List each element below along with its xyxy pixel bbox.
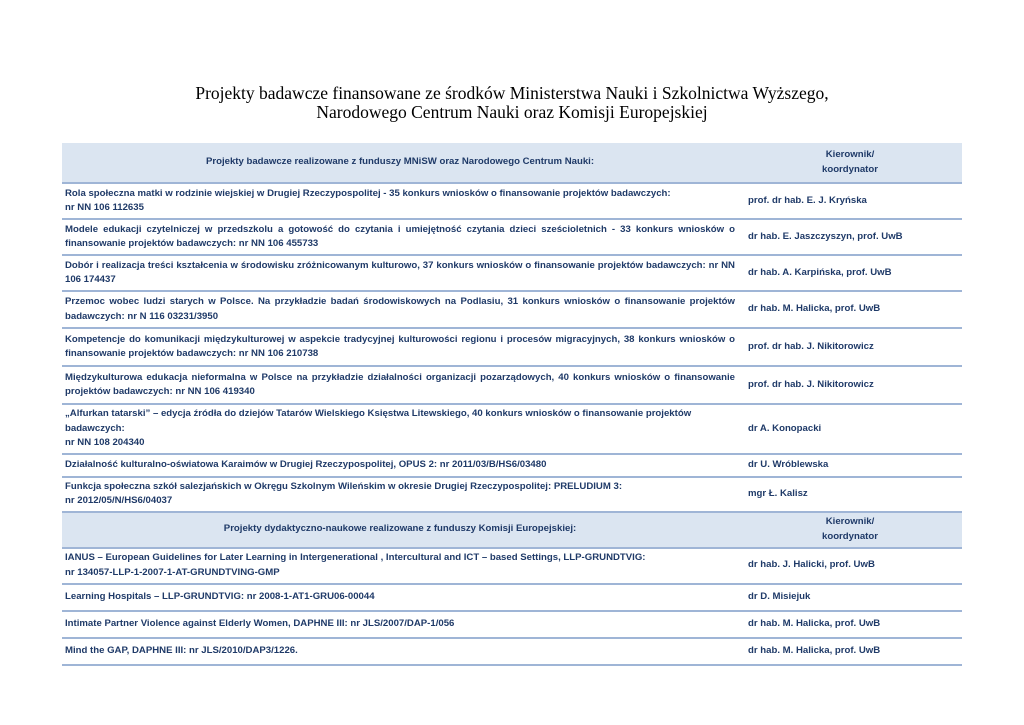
table-row <box>62 584 962 611</box>
project-lead: prof. dr hab. E. J. Kryńska <box>738 183 962 219</box>
table-row <box>62 404 962 454</box>
project-lead: dr hab. J. Halicki, prof. UwB <box>738 548 962 584</box>
title-line-1: Projekty badawcze finansowane ze środków Ministerstwa Nauki i Szkolnictwa Wyższego, <box>195 83 829 103</box>
project-lead: mgr Ł. Kalisz <box>738 477 962 512</box>
project-description: Działalność kulturalno-oświatowa Karaimów w Drugiej Rzeczypospolitej, OPUS 2: nr 2011/03/B/HS6/03480 <box>62 454 738 477</box>
table-row <box>62 219 962 255</box>
project-description: Przemoc wobec ludzi starych w Polsce. Na przykładzie badań środowiskowych na Podlasiu, 31 konkurs wniosków o finansowanie projektów badawczych: nr N 116 03231/3950 <box>62 291 738 328</box>
section2-lead-header: Kierownik/ koordynator <box>738 512 962 548</box>
table-row <box>62 611 962 638</box>
table-row <box>62 291 962 328</box>
project-lead: dr hab. E. Jaszczyszyn, prof. UwB <box>738 219 962 255</box>
project-description: Rola społeczna matki w rodzinie wiejskiej w Drugiej Rzeczypospolitej - 35 konkurs wniosków o finansowanie projektów badawczych: nr NN 106 112635 <box>62 183 738 219</box>
section1-header-row <box>62 143 962 183</box>
project-lead: prof. dr hab. J. Nikitorowicz <box>738 366 962 404</box>
project-lead: dr hab. A. Karpińska, prof. UwB <box>738 255 962 291</box>
table-row <box>62 255 962 291</box>
table-row <box>62 328 962 366</box>
project-lead: dr hab. M. Halicka, prof. UwB <box>738 611 962 638</box>
table-row <box>62 454 962 477</box>
project-description: „Alfurkan tatarski” – edycja źródła do dziejów Tatarów Wielskiego Księstwa Litewskiego, 40 konkurs wniosków o finansowanie projektów badawczych: nr NN 108 204340 <box>62 404 738 454</box>
project-lead: dr D. Misiejuk <box>738 584 962 611</box>
project-description: IANUS – European Guidelines for Later Learning in Intergenerational , Intercultural and ICT – based Settings, LLP-GRUNDTVIG: nr 134057-LLP-1-2007-1-AT-GRUNDTVING-GMP <box>62 548 738 584</box>
table-row <box>62 638 962 665</box>
section2-header: Projekty dydaktyczno-naukowe realizowane z funduszy Komisji Europejskiej: <box>62 512 738 548</box>
section1-lead-header: Kierownik/ koordynator <box>738 143 962 183</box>
section1-header: Projekty badawcze realizowane z funduszy MNiSW oraz Narodowego Centrum Nauki: <box>62 143 738 183</box>
table-row <box>62 477 962 512</box>
project-description: Dobór i realizacja treści kształcenia w środowisku zróżnicowanym kulturowo, 37 konkurs wniosków o finansowanie projektów badawczych: nr NN 106 174437 <box>62 255 738 291</box>
project-description: Learning Hospitals – LLP-GRUNDTVIG: nr 2008-1-AT1-GRU06-00044 <box>62 584 738 611</box>
table-row <box>62 366 962 404</box>
section2-header-row <box>62 512 962 548</box>
project-lead: dr hab. M. Halicka, prof. UwB <box>738 291 962 328</box>
title-line-2: Narodowego Centrum Nauki oraz Komisji Europejskiej <box>316 102 708 122</box>
project-description: Międzykulturowa edukacja nieformalna w Polsce na przykładzie działalności organizacji pozarządowych, 40 konkurs wniosków o finansowanie projektów badawczych: nr NN 106 419340 <box>62 366 738 404</box>
project-description: Funkcja społeczna szkół salezjańskich w Okręgu Szkolnym Wileńskim w okresie Drugiej Rzeczypospolitej: PRELUDIUM 3: nr 2012/05/N/HS6/04037 <box>62 477 738 512</box>
table-row <box>62 548 962 584</box>
project-lead: dr hab. M. Halicka, prof. UwB <box>738 638 962 665</box>
projects-table <box>62 143 962 666</box>
project-description: Mind the GAP, DAPHNE III: nr JLS/2010/DAP3/1226. <box>62 638 738 665</box>
project-description: Kompetencje do komunikacji międzykulturowej w aspekcie tradycyjnej kulturowości regionu i procesów migracyjnych, 38 konkurs wniosków o finansowanie projektów badawczych: nr NN 106 210738 <box>62 328 738 366</box>
project-lead: dr U. Wróblewska <box>738 454 962 477</box>
project-lead: prof. dr hab. J. Nikitorowicz <box>738 328 962 366</box>
project-description: Modele edukacji czytelniczej w przedszkolu a gotowość do czytania i umiejętność czytania dzieci sześcioletnich - 33 konkurs wniosków o finansowanie projektów badawczych: nr NN 106 455733 <box>62 219 738 255</box>
project-description: Intimate Partner Violence against Elderly Women, DAPHNE III: nr JLS/2007/DAP-1/056 <box>62 611 738 638</box>
page-title <box>0 84 1024 122</box>
table-row <box>62 183 962 219</box>
project-lead: dr A. Konopacki <box>738 404 962 454</box>
